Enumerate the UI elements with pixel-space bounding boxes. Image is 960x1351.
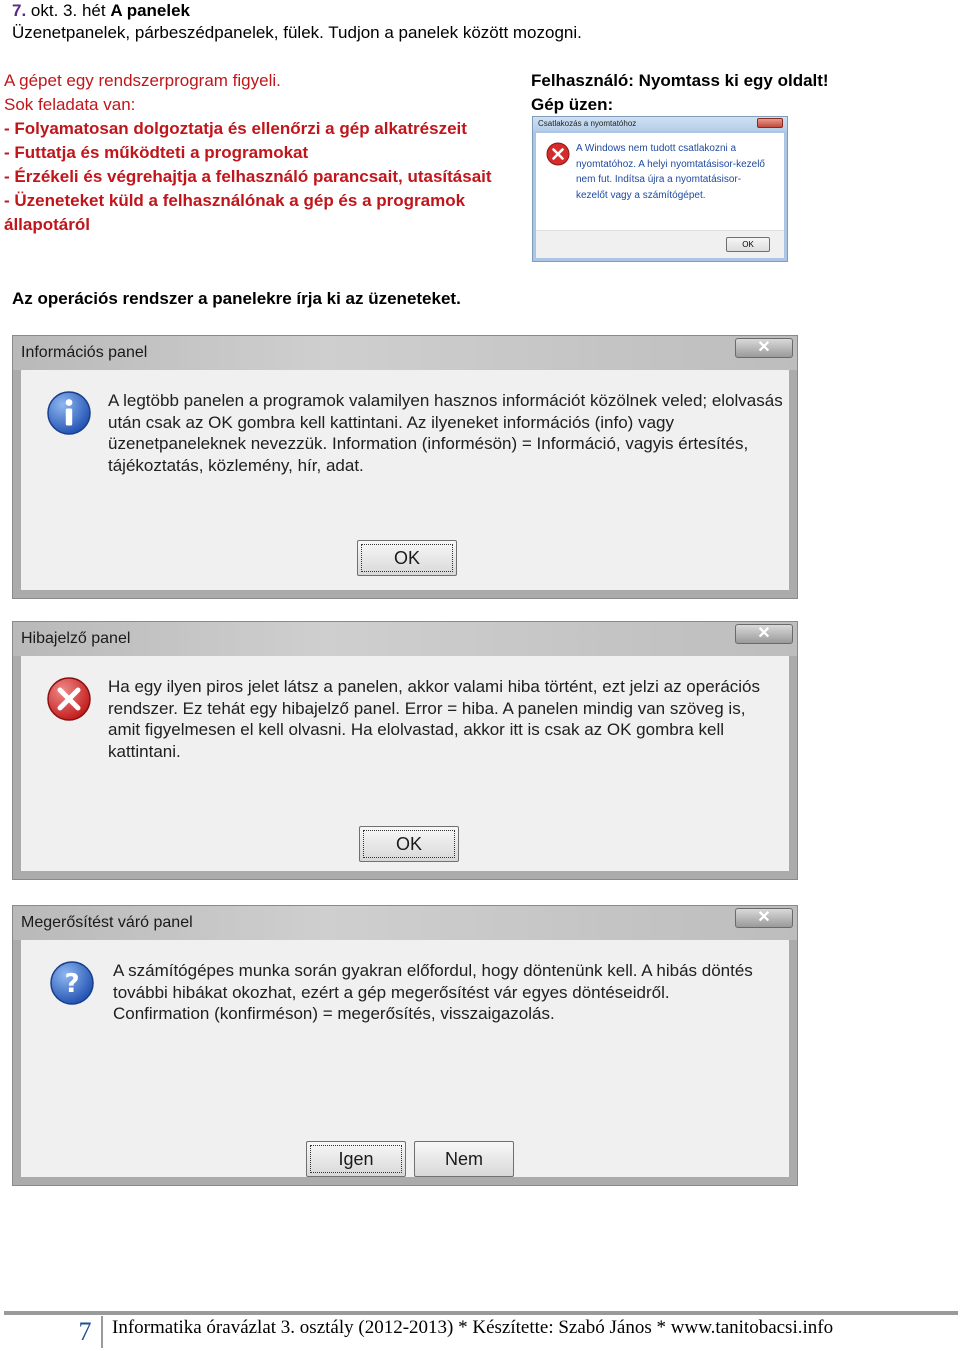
footer-page-number: 7: [78, 1317, 92, 1346]
intro-tasks-lead: Sok feladata van:: [4, 95, 136, 114]
svg-text:?: ?: [64, 969, 80, 999]
intro-task-item: - Folyamatosan dolgoztatja és ellenőrzi a gép alkatrészeit: [4, 119, 467, 138]
intro-task-item: - Futtatja és működteti a programokat: [4, 143, 309, 162]
printer-dialog-message: A Windows nem tudott csatlakozni a nyomtatóhoz. A helyi nyomtatásisor-kezelő nem fut. Indítsa újra a nyomtatásisor-kezelőt vagy a számítógépet.: [576, 143, 765, 201]
lesson-title: A panelek: [110, 1, 191, 20]
lesson-number: 7.: [12, 1, 27, 20]
error-panel-dialog: [12, 621, 798, 880]
error-panel-title: Hibajelző panel: [21, 630, 131, 647]
footer-rule: [4, 1311, 958, 1315]
info-panel-message: A legtöbb panelen a programok valamilyen hasznos információt közölnek veled; elolvasás után csak az OK gombra kell kattintani. Az ilyeneket információs (info) vagy üzenetpaneleknek nevezzük. Information (informésön) = Információ, vagyis értesítés, tájékoztatás, közlemény, hír, adat.: [108, 391, 783, 475]
info-panel-body: [21, 370, 789, 590]
footer-separator: [101, 1316, 103, 1348]
intro-task-item: - Érzékeli és végrehajtja a felhasználó parancsait, utasításait: [4, 167, 492, 186]
lesson-date: okt. 3. hét: [30, 1, 106, 20]
intro-heading: A gépet egy rendszerprogram figyeli.: [4, 71, 281, 90]
confirm-yes-button[interactable]: Igen: [306, 1141, 406, 1177]
error-panel-body: [21, 656, 789, 871]
close-icon: ✕: [757, 339, 771, 356]
os-note: Az operációs rendszer a panelekre írja ki az üzeneteket.: [12, 289, 461, 308]
example-user-line: Felhasználó: Nyomtass ki egy oldalt!: [531, 71, 829, 90]
printer-dialog-title: Csatlakozás a nyomtatóhoz: [533, 117, 787, 131]
printer-dialog-footer: [536, 230, 784, 258]
printer-dialog-close-button[interactable]: [757, 118, 783, 128]
confirm-panel-title: Megerősítést váró panel: [21, 914, 193, 931]
intro-task-item: - Üzeneteket küld a felhasználónak a gép és a programok: [4, 191, 466, 210]
lesson-subtitle: Üzenetpanelek, párbeszédpanelek, fülek. Tudjon a panelek között mozogni.: [12, 23, 582, 42]
error-panel-titlebar: [13, 622, 797, 656]
printer-error-dialog: [532, 116, 788, 262]
confirm-no-button[interactable]: Nem: [414, 1141, 514, 1177]
error-ok-button[interactable]: OK: [359, 826, 459, 862]
confirm-panel-titlebar: [13, 906, 797, 940]
info-panel-title: Információs panel: [21, 344, 148, 361]
error-icon: [46, 676, 92, 722]
lesson-header: [12, 0, 190, 22]
info-panel-titlebar: [13, 336, 797, 370]
printer-dialog-body: [536, 133, 784, 258]
example-machine-line: Gép üzen:: [531, 95, 614, 114]
intro-task-item: állapotáról: [4, 215, 90, 234]
question-icon: [49, 960, 95, 1006]
close-icon: ✕: [757, 625, 771, 642]
error-panel-message: Ha egy ilyen piros jelet látsz a panelen, akkor valami hiba történt, ezt jelzi az operációs rendszer. Ez tehát egy hibajelző panel. Error = hiba. A panelen mindig van szöveg is, amit figyelmesen el kell olvasni. Ha elolvastad, akkor itt is csak az OK gombra kell kattintani.: [108, 677, 761, 761]
info-panel-close-button[interactable]: [735, 338, 793, 358]
confirm-panel-message: A számítógépes munka során gyakran előfordul, hogy döntenünk kell. A hibás döntés további hibákat okozhat, ezért a gép megerősítést vár egyes döntéseidről. Confirmation (konfirméson) = megerősítés, visszaigazolás.: [113, 961, 753, 1023]
error-panel-close-button[interactable]: [735, 624, 793, 644]
error-icon: [546, 142, 570, 166]
printer-ok-button[interactable]: OK: [726, 237, 770, 252]
confirm-panel-dialog: [12, 905, 798, 1186]
footer-text: Informatika óravázlat 3. osztály (2012-2013) * Készítette: Szabó János * www.tanitobacsi.info: [112, 1317, 834, 1338]
confirm-panel-close-button[interactable]: [735, 908, 793, 928]
info-icon: [46, 390, 92, 436]
close-icon: ✕: [757, 909, 771, 926]
confirm-panel-body: [21, 940, 789, 1177]
info-ok-button[interactable]: OK: [357, 540, 457, 576]
info-panel-dialog: [12, 335, 798, 599]
